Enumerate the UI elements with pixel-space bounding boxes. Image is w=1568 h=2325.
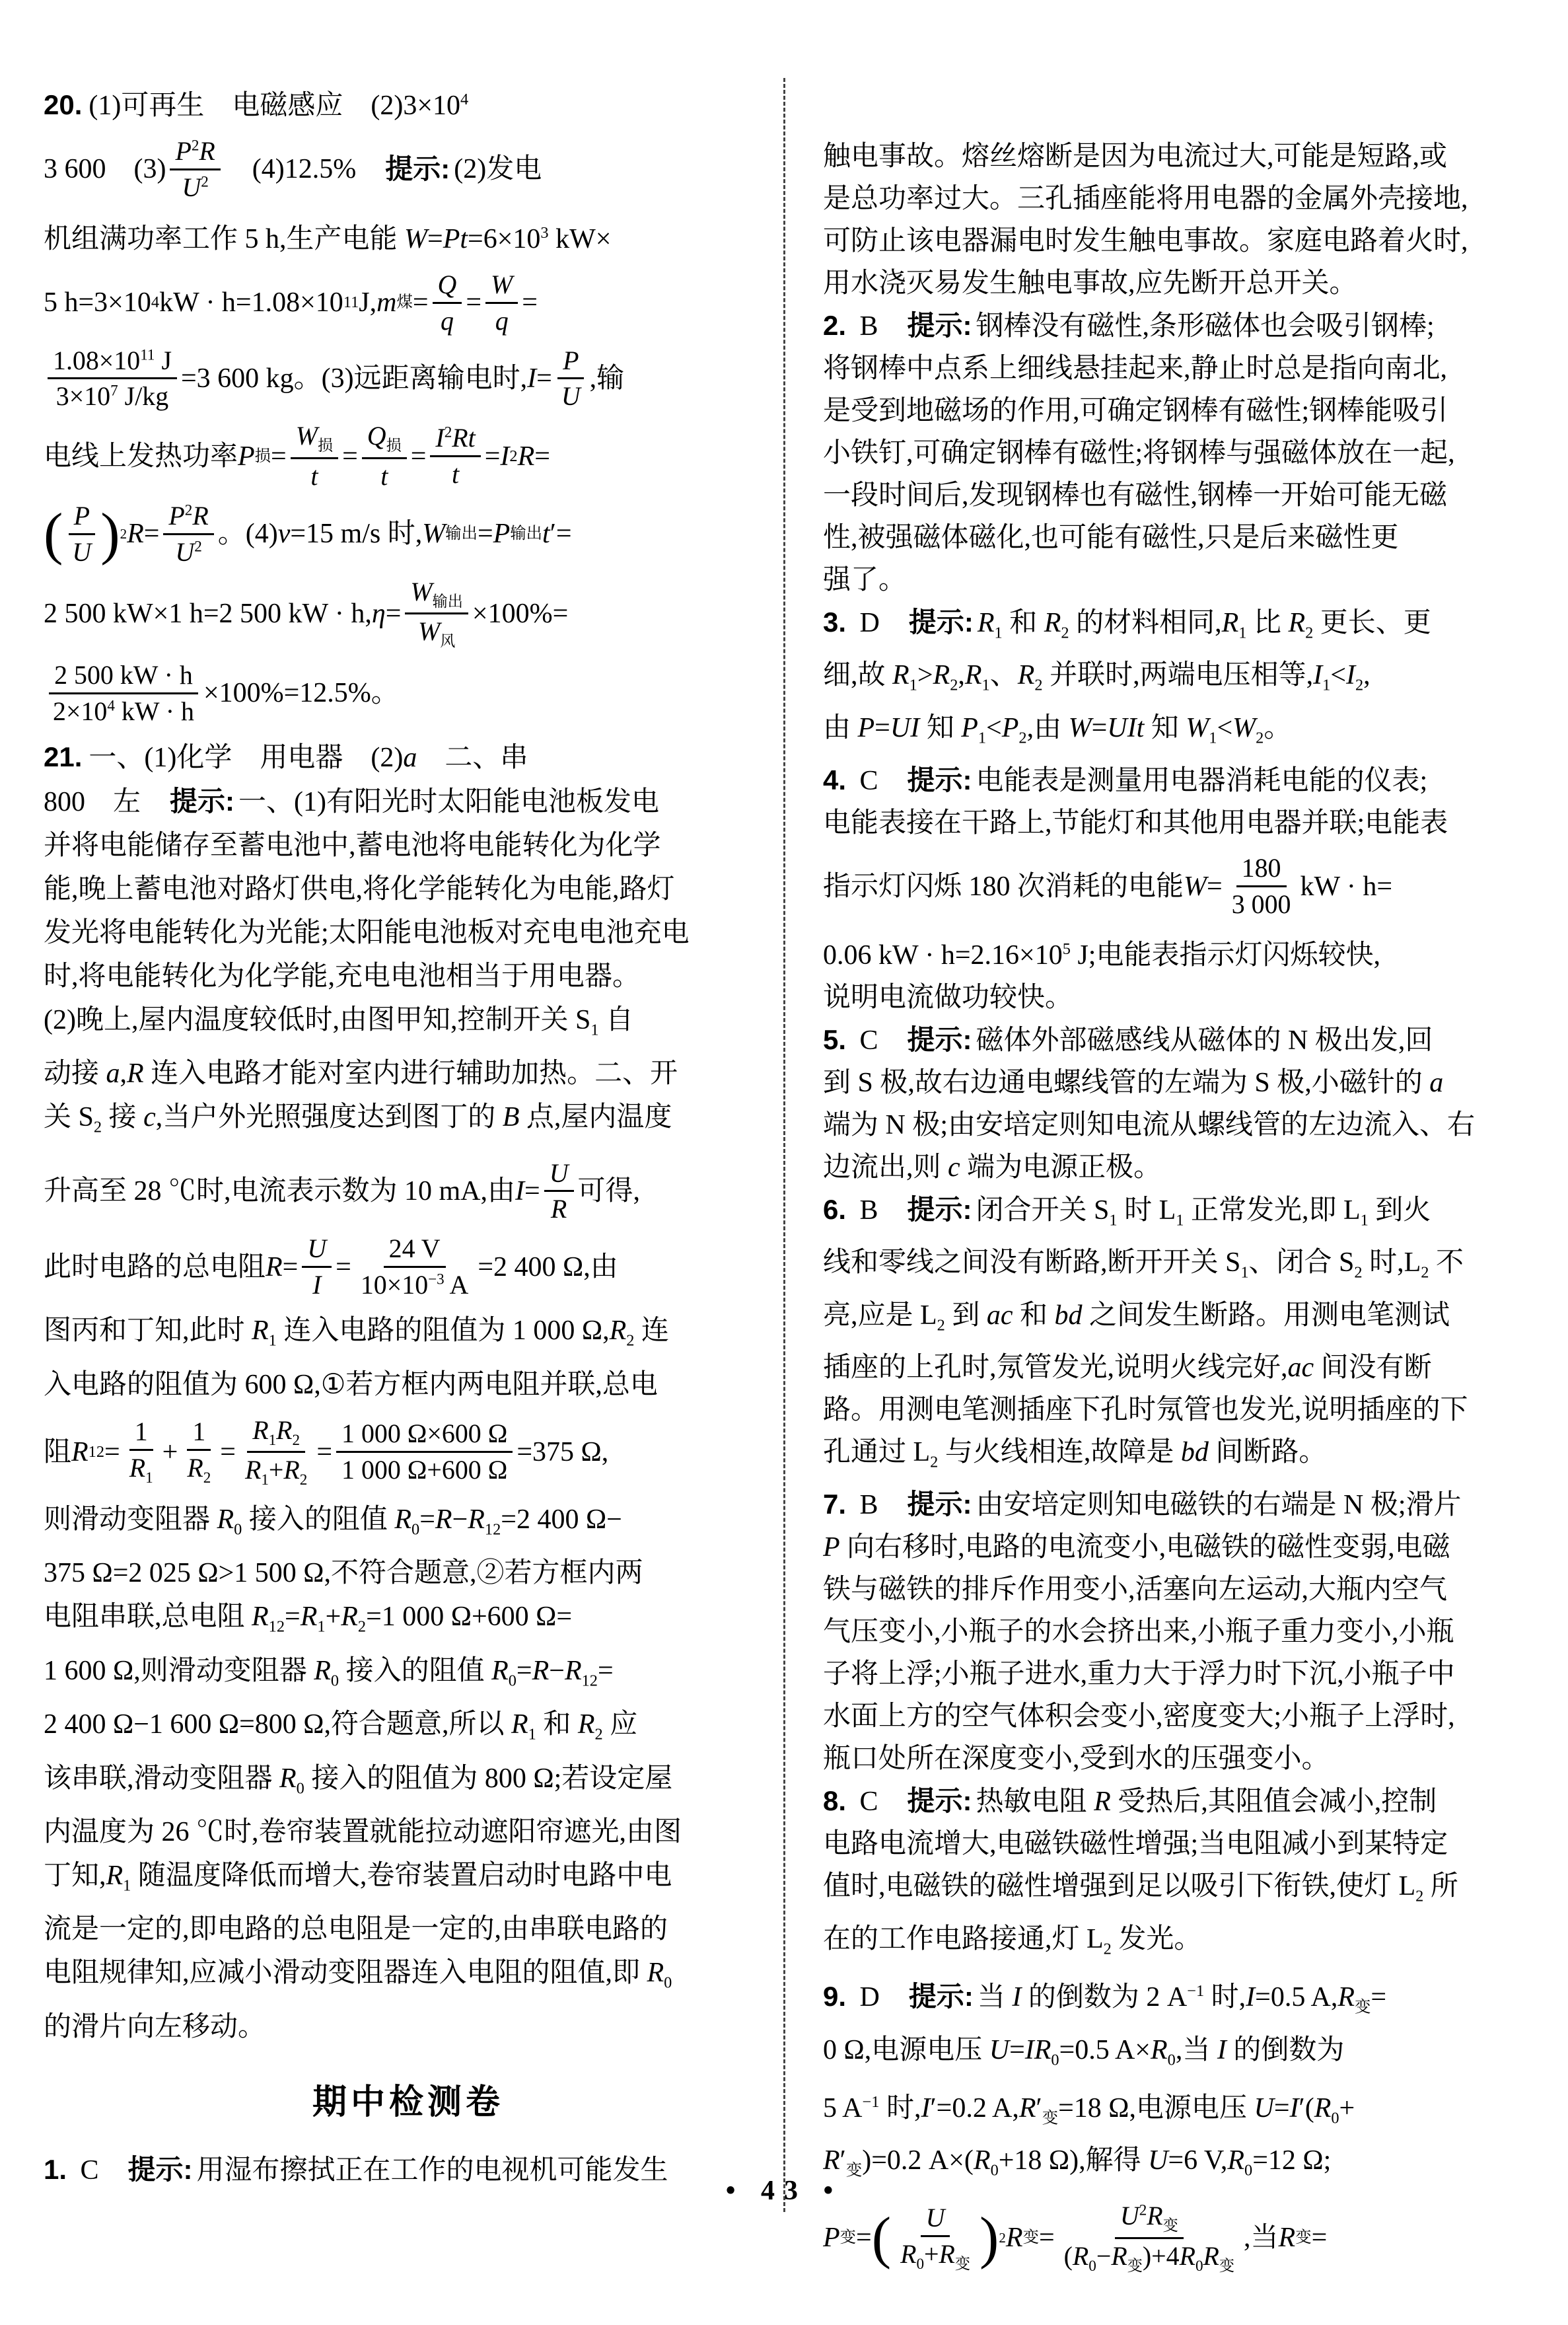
page-number: • 43 • xyxy=(725,2176,843,2206)
text-line: 5 h=3×10 4 kW · h=1.08×10 11 J, m 煤 = Q q = W q = xyxy=(44,269,538,336)
text-line: 2 500 kW×1 h=2 500 kW · h, η = $W_{输出}$ $W_风$ ×100%= xyxy=(44,576,569,651)
text-line: 路。用测电笔测插座下孔时氖管也发光,说明插座的下 xyxy=(823,1395,1468,1426)
text-line: 孔通过 $L_2$ 与火线相连,故障是 bd 间断路。 xyxy=(823,1437,1327,1471)
text-line: 瓶口处所在深度变小,受到水的压强变小。 xyxy=(823,1744,1330,1775)
text-line: 6. B 提示: 闭合开关 $S_1$ 时 $L_1$ 正常发光,即 $L_1$ 到火 xyxy=(823,1193,1431,1230)
text-line: 动接 a,R 连入电路才能对室内进行辅助加热。二、开 xyxy=(44,1058,678,1089)
text-line: 细,故 $R_1>R_2,R_1$、$R_2$ 并联时,两端电压相等$,I_1<I_2$, xyxy=(823,660,1371,694)
text-line: 的滑片向左移动。 xyxy=(44,2011,266,2042)
text-line: 7. B 提示: 由安培定则知电磁铁的右端是 N 极;滑片 xyxy=(823,1489,1462,1521)
text-line: 升高至 28 ℃时,电流表示数为 10 mA,由 I = U R 可得, xyxy=(44,1158,641,1224)
text-line: 内温度为 26 ℃时,卷帘装置就能拉动遮阳帘遮光,由图 xyxy=(44,1816,682,1847)
text-line: 值时,电磁铁的磁性增强到足以吸引下衔铁,使灯 $L_2$ 所 xyxy=(823,1871,1458,1905)
text-line: 将钢棒中点系上细线悬挂起来,静止时总是指向南北, xyxy=(823,353,1448,384)
text-line: 则滑动变阻器 $R_0$ 接入的阻值 $R_0=R-R_{12}=2$ 400 Ω− xyxy=(44,1504,622,1539)
text-line: 时,将电能转化为化学能,充电电池相当于用电器。 xyxy=(44,961,641,992)
text-line: 2. B 提示: 钢棒没有磁性,条形磁体也会吸引钢棒; xyxy=(823,310,1435,342)
text-line: 1 600 Ω,则滑动变阻器 $R_0$ 接入的阻值 $R_0=R-R_{12}=$ xyxy=(44,1655,614,1690)
text-line: 电路电流增大,电磁铁磁性增强;当电阻减小到某特定 xyxy=(823,1829,1448,1860)
text-line: P 向右移时,电路的电流变小,电磁铁的磁性变弱,电磁 xyxy=(823,1532,1450,1563)
text-line: 375 Ω=2 025 Ω>1 500 Ω,不符合题意,②若方框内两 xyxy=(44,1558,643,1589)
text-line: 一段时间后,发现钢棒也有磁性,钢棒一开始可能无磁 xyxy=(823,480,1448,511)
text-line: $R'_变)=0.2$ $A\times(R_0+18$ Ω),解得 U=6 $V,R_0=12$ Ω; xyxy=(823,2145,1332,2180)
text-line: 2 400 Ω−1 600 Ω=800 Ω,符合题意,所以 $R_1$ 和 $R_2$ 应 xyxy=(44,1709,638,1744)
text-line: P 变 = ( U $R_0+R_变$ ) 2 R 变 = $U^2R_变$ $(R_0-R_变)+4R_0R_变$ ,当 R 变 = xyxy=(823,2200,1328,2275)
text-line: 机组满功率工作 5 h,生产电能 $W=Pt=6\times 10^3$ kW× xyxy=(44,223,612,254)
text-line: 可防止该电器漏电时发生触电事故。家庭电路着火时, xyxy=(823,226,1468,256)
text-line: 20. (1)可再生 电磁感应 $(2)3\times 10^4$ xyxy=(44,89,469,121)
text-line: 并将电能储存至蓄电池中,蓄电池将电能转化为化学 xyxy=(44,830,661,861)
text-line: 由 P=UI 知 $P_1<P_2$,由 W=UIt 知 $W_1<W_2$。 xyxy=(823,712,1292,747)
text-line: 到 S 极,故右边通电螺线管的左端为 S 极,小磁针的 a xyxy=(823,1067,1444,1098)
text-line: 9. D 提示: 当 I 的倒数为 2 $A^{-1}$ 时,I=0.5 $A,R_变=$ xyxy=(823,1981,1387,2016)
text-line: ( P U ) 2 R = $P^2R$ $U^2$ 。(4) v =15 m/s 时, W 输出 = P 输出 t ′= xyxy=(44,500,572,567)
text-line: 性,被强磁体磁化,也可能有磁性,只是后来磁性更 xyxy=(823,523,1399,553)
left-column xyxy=(44,78,773,2192)
text-line: 1. C 提示: 用湿布擦拭正在工作的电视机可能发生 xyxy=(44,2153,668,2186)
text-line: 电阻规律知,应减小滑动变阻器连入电阻的阻值,即 $R_0$ xyxy=(44,1958,672,1992)
text-line: 丁知$,R_1$ 随温度降低而增大,卷帘装置启动时电路中电 xyxy=(44,1860,672,1895)
text-line: 8. C 提示: 热敏电阻 R 受热后,其阻值会减小,控制 xyxy=(823,1785,1437,1818)
text-line: 阻 R 12 = 1 $R_1$ + 1 $R_2$ = $R_1R_2$ $R_1+R_2$ = 1 000 Ω×600 Ω 1 000 Ω+600 Ω =375 Ω, xyxy=(44,1415,609,1489)
text-line: 2 500 kW · h $2\times 10^4$ kW · h ×100%=12.5%。 xyxy=(44,659,773,727)
text-line: 小铁钉,可确定钢棒有磁性;将钢棒与强磁体放在一起, xyxy=(823,438,1455,468)
text-line: 图丙和丁知,此时 $R_1$ 连入电路的阻值为 1 000 $\Omega,R_2$ 连 xyxy=(44,1315,669,1350)
text-line: 亮,应是 $L_2$ 到 ac 和 bd 之间发生断路。用测电笔测试 xyxy=(823,1300,1450,1335)
right-column xyxy=(823,135,1544,2283)
text-line: 5 $A^{-1}$ 时,I′=0.2 $A,R'_变=18$ Ω,电源电压 $U=I'(R_0+$ xyxy=(823,2093,1355,2127)
text-line: 说明电流做功较快。 xyxy=(823,982,1073,1013)
text-line: 入电路的阻值为 600 Ω,①若方框内两电阻并联,总电 xyxy=(44,1369,658,1400)
text-line: 能,晚上蓄电池对路灯供电,将化学能转化为电能,路灯 xyxy=(44,873,675,904)
text-line: 流是一定的,即电路的总电阻是一定的,由串联电路的 xyxy=(44,1914,668,1945)
text-line: 用水浇灭易发生触电事故,应先断开总开关。 xyxy=(823,268,1357,299)
text-line: 3 600 (3) $P^2R$ $U^2$ (4)12.5% 提示: (2)发电 xyxy=(44,136,542,202)
text-line: 3. D 提示: $R_1$ 和 $R_2$ 的材料相同$,R_1$ 比 $R_2$ 更长、更 xyxy=(823,607,1431,642)
text-line: 强了。 xyxy=(823,565,907,595)
text-line: 是受到地磁场的作用,可确定钢棒有磁性;钢棒能吸引 xyxy=(823,396,1448,426)
text-line: 此时电路的总电阻 R = U I = 24 V $10\times 10^{-3}$ A =2 400 Ω,由 xyxy=(44,1234,618,1300)
text-line: 指示灯闪烁 180 次消耗的电能 W = 180 3 000 kW · h= xyxy=(823,853,1393,920)
text-line: 插座的上孔时,氖管发光,说明火线完好,ac 间没有断 xyxy=(823,1352,1432,1384)
text-line: 800 左 提示: 一、(1)有阳光时太阳能电池板发电 xyxy=(44,785,659,817)
text-line: 电线上发热功率 P 损 = $W_损$ t = $Q_损$ t = $I^2Rt$ t = I 2 R = xyxy=(44,421,550,491)
text-line: 5. C 提示: 磁体外部磁感线从磁体的 N 极出发,回 xyxy=(823,1023,1433,1056)
column-divider-dashed-line xyxy=(783,78,785,2212)
text-line: 电阻串联,总电阻 $R_{12}=R_1+R_2=1$ 000 Ω+600 Ω= xyxy=(44,1602,573,1636)
text-line: 边流出,则 c 端为电源正极。 xyxy=(823,1152,1162,1183)
section-title: 期中检测卷 xyxy=(312,2083,504,2122)
text-line: 4. C 提示: 电能表是测量用电器消耗电能的仪表; xyxy=(823,764,1428,797)
text-line: 铁与磁铁的排斥作用变小,活塞向左运动,大瓶内空气 xyxy=(823,1574,1448,1605)
text-line: 子将上浮;小瓶子进水,重力大于浮力时下沉,小瓶子中 xyxy=(823,1659,1455,1690)
text-line: 0 Ω,电源电压 $U=IR_0=0.5$ $A\times R_0$,当 I 的倒数为 xyxy=(823,2034,1345,2069)
text-line: 发光将电能转化为光能;太阳能电池板对充电电池充电 xyxy=(44,917,690,948)
text-line: 21. 一、(1)化学 用电器 (2)a 二、串 xyxy=(44,741,528,773)
text-line: 端为 N 极;由安培定则知电流从螺线管的左边流入、右 xyxy=(823,1109,1476,1140)
text-line: 该串联,滑动变阻器 $R_0$ 接入的阻值为 800 Ω;若设定屋 xyxy=(44,1763,673,1797)
text-line: 电能表接在干路上,节能灯和其他用电器并联;电能表 xyxy=(823,808,1448,839)
text-line: 水面上方的空气体积会变小,密度变大;小瓶子上浮时, xyxy=(823,1701,1455,1732)
text-line: 关 $S_2$ 接 c,当户外光照强度达到图丁的 B 点,屋内温度 xyxy=(44,1102,672,1136)
text-line: 线和零线之间没有断路,断开开关 $S_1$、闭合 $S_2$ 时$,L_2$ 不 xyxy=(823,1247,1464,1282)
text-line: 是总功率过大。三孔插座能将用电器的金属外壳接地, xyxy=(823,184,1468,214)
text-line: 触电事故。熔丝熔断是因为电流过大,可能是短路,或 xyxy=(823,141,1448,172)
text-line: 0.06 kW · $h=2.16\times 10^5$ J;电能表指示灯闪烁较快, xyxy=(823,940,1380,971)
text-line: $1.08\times 10^{11}$ J $3\times 10^7$ J/kg =3 600 kg。(3)远距离输电时, I = P U ,输 xyxy=(44,345,773,413)
text-line: (2)晚上,屋内温度较低时,由图甲知,控制开关 $S_1$ 自 xyxy=(44,1004,634,1039)
text-line: 在的工作电路接通,灯 $L_2$ 发光。 xyxy=(823,1923,1202,1958)
text-line: 气压变小,小瓶子的水会挤出来,小瓶子重力变小,小瓶 xyxy=(823,1617,1454,1648)
